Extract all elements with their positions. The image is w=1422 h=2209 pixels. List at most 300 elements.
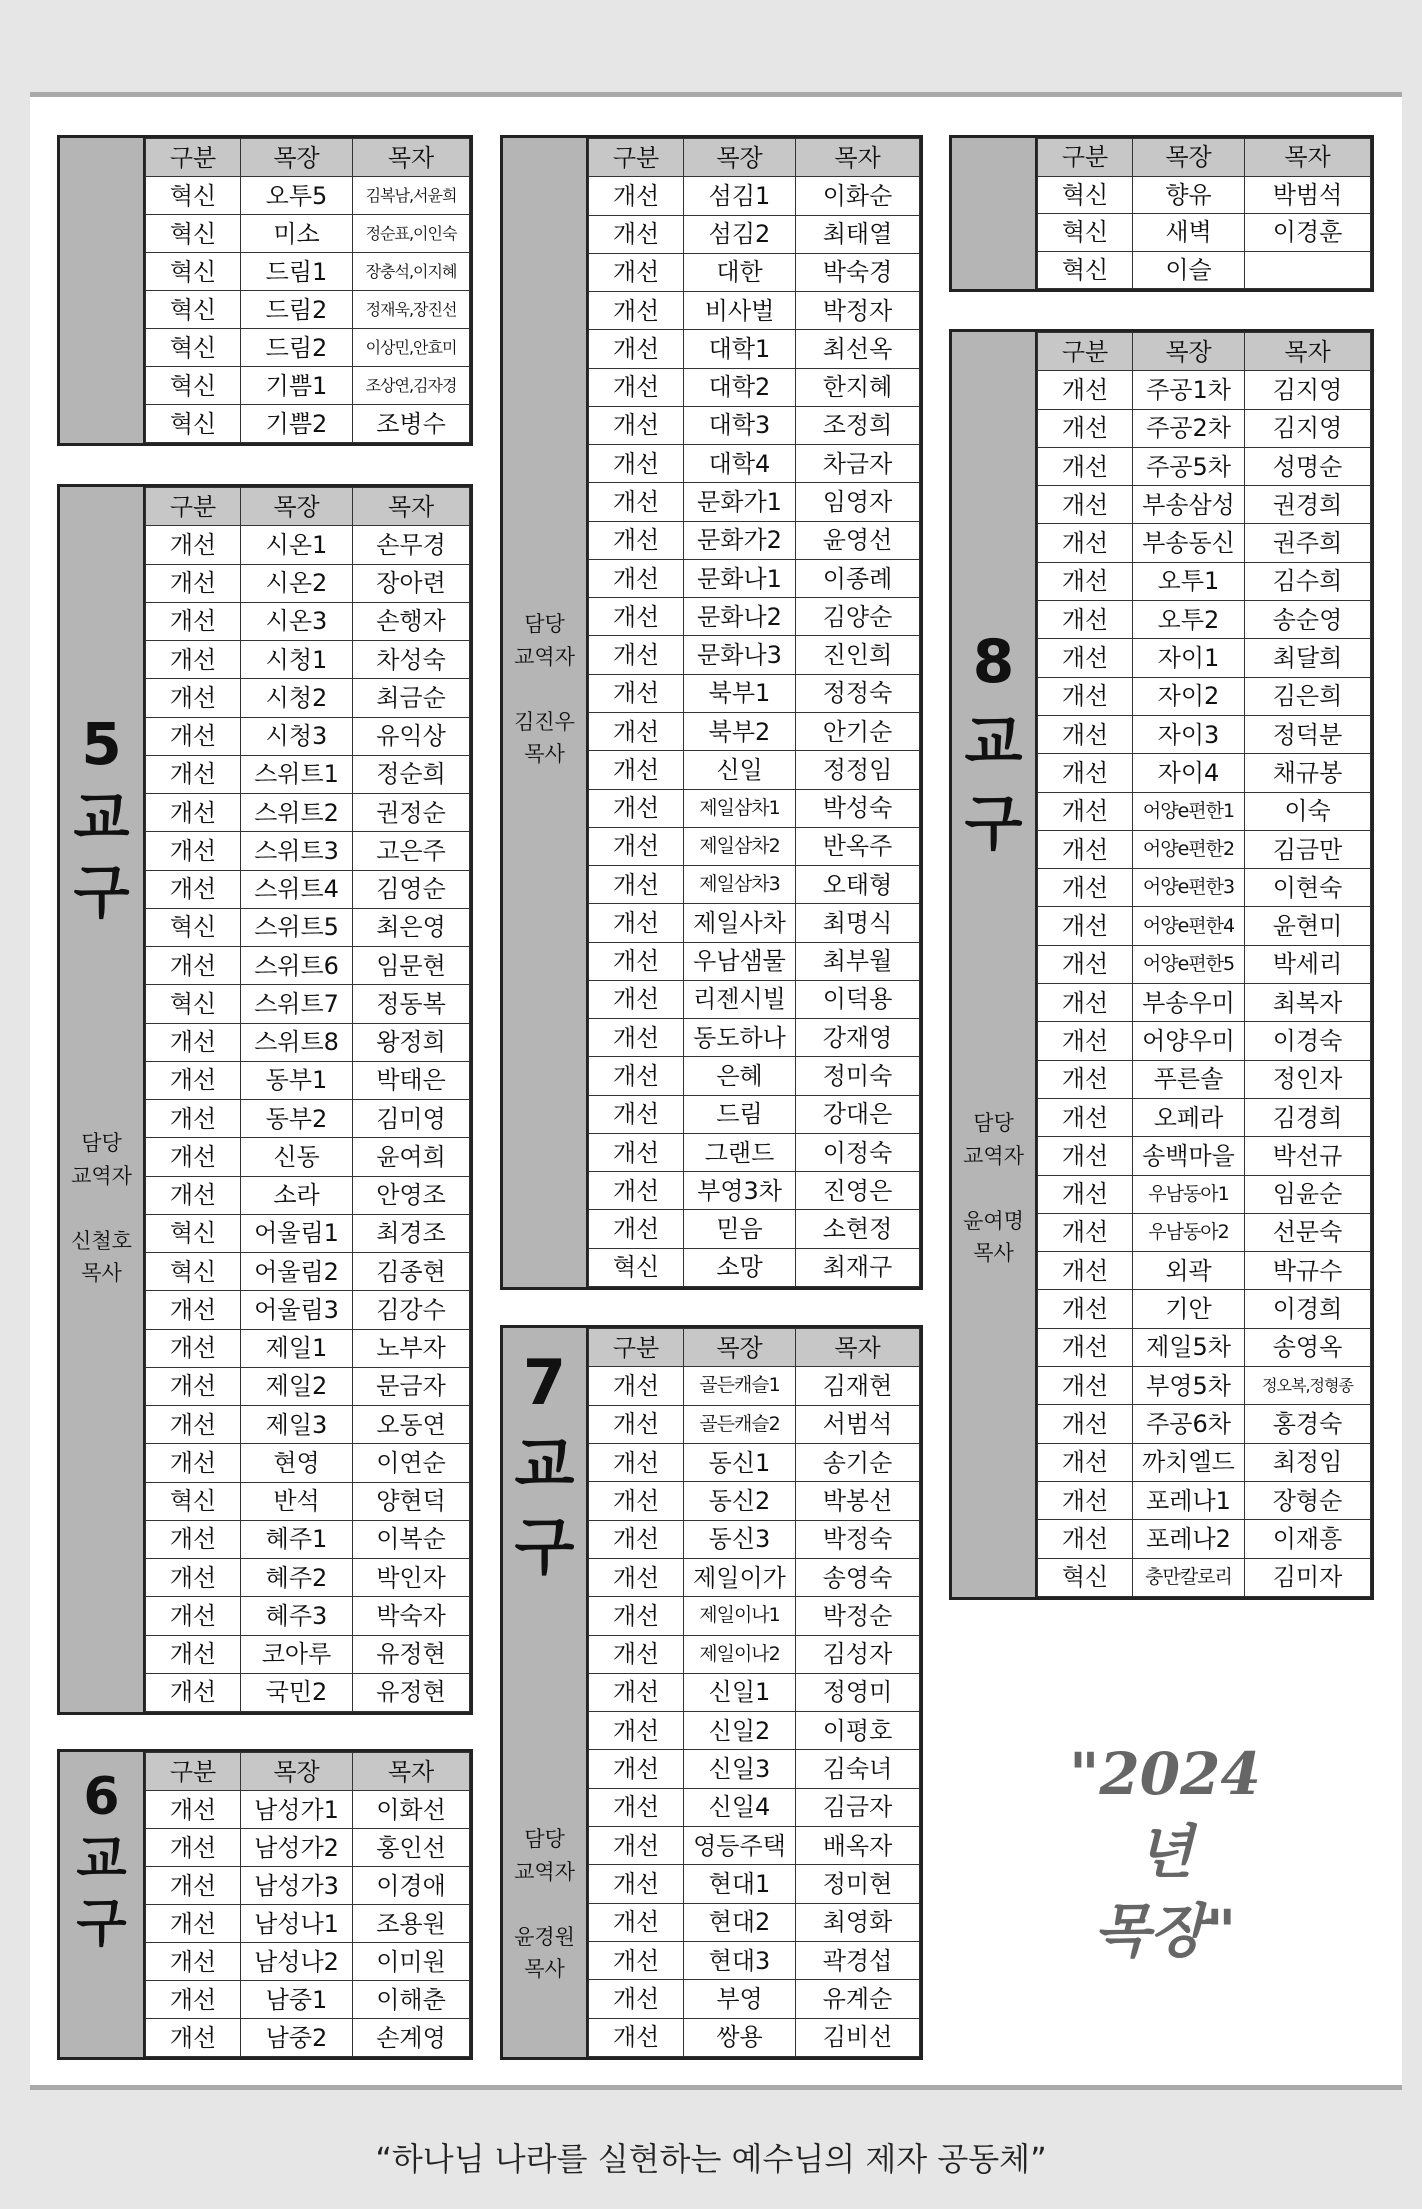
category-cell: 개선 [1038,524,1133,562]
category-cell: 개선 [589,1367,684,1405]
group-cell: 까치엘드 [1133,1443,1245,1481]
column-header: 목장 [1133,333,1245,371]
leader-cell: 진인희 [796,636,920,674]
group-cell: 우남동아1 [1133,1175,1245,1213]
table-row [1038,371,1371,409]
table-row [146,291,470,329]
group-cell: 스위트6 [241,947,353,985]
table-district-7 [500,1325,923,2060]
leader-cell: 최복자 [1245,984,1371,1022]
table-row [589,674,920,712]
table-row [589,330,920,368]
column-header: 목장 [241,488,353,526]
leader-cell: 이경숙 [1245,1022,1371,1060]
group-cell: 시온3 [241,602,353,640]
column-header: 목자 [796,1329,920,1367]
category-cell: 개선 [589,2018,684,2056]
group-cell: 스위트5 [241,908,353,946]
leader-cell: 이화순 [796,177,920,215]
leader-cell: 김양순 [796,598,920,636]
table-row [1038,176,1371,214]
table-row [1038,907,1371,945]
group-cell: 부송우미 [1133,984,1245,1022]
category-cell: 개선 [146,1635,241,1673]
group-cell: 코아루 [241,1635,353,1673]
group-cell: 스위트2 [241,794,353,832]
leader-cell: 최달희 [1245,639,1371,677]
leader-cell: 차성숙 [353,641,470,679]
category-cell: 개선 [146,1138,241,1176]
leader-cell: 박정숙 [796,1520,920,1558]
table-row [146,1100,470,1138]
category-cell: 개선 [146,755,241,793]
table-row [589,559,920,597]
table-row [1038,447,1371,485]
group-cell: 어울림1 [241,1214,353,1252]
category-cell: 혁신 [146,367,241,405]
roster-table [588,138,920,1287]
category-cell: 개선 [1038,1443,1133,1481]
category-cell: 혁신 [1038,251,1133,289]
category-cell: 개선 [589,712,684,750]
table-row [1038,1290,1371,1328]
table-row [589,368,920,406]
table-row [589,292,920,330]
table-row [146,1329,470,1367]
group-cell: 제일삼차2 [684,827,796,865]
leader-cell: 김금만 [1245,830,1371,868]
group-cell: 부영 [684,1980,796,2018]
category-cell: 개선 [589,1827,684,1865]
table-5-top [57,135,473,446]
leader-cell: 채규봉 [1245,754,1371,792]
leader-cell: 임영자 [796,483,920,521]
table-row [146,526,470,564]
table-row [589,942,920,980]
table-row [1038,1443,1371,1481]
leader-cell: 김지영 [1245,371,1371,409]
column-header: 구분 [1038,333,1133,371]
table-row [146,1791,470,1829]
category-cell: 개선 [146,564,241,602]
leader-cell: 안영조 [353,1176,470,1214]
group-cell: 동부1 [241,1061,353,1099]
group-cell: 어울림2 [241,1253,353,1291]
leader-cell: 유익상 [353,717,470,755]
group-cell: 신일4 [684,1788,796,1826]
group-cell: 영등주택 [684,1827,796,1865]
leader-cell: 이경훈 [1245,214,1371,252]
group-cell: 자이2 [1133,677,1245,715]
leader-cell: 이복순 [353,1520,470,1558]
table-row [1038,792,1371,830]
table-row [589,980,920,1018]
group-cell: 어양e편한3 [1133,869,1245,907]
leader-cell: 김금자 [796,1788,920,1826]
group-cell: 미소 [241,215,353,253]
table-8-top [949,135,1374,292]
table-district-5 [57,484,473,1715]
table-row [146,679,470,717]
table-row [146,1023,470,1061]
leader-cell: 김경희 [1245,1098,1371,1136]
table-row [146,1673,470,1711]
category-cell: 혁신 [146,908,241,946]
table-row [146,2019,470,2057]
group-cell: 현대2 [684,1903,796,1941]
table-row [146,1367,470,1405]
category-cell: 개선 [146,641,241,679]
group-cell: 오페라 [1133,1098,1245,1136]
motto: “하나님 나라를 실현하는 예수님의 제자 공동체” [375,2140,1047,2178]
leader-cell: 권정순 [353,794,470,832]
category-cell: 개선 [589,1057,684,1095]
group-cell: 주공5차 [1133,447,1245,485]
category-cell: 개선 [1038,1481,1133,1519]
leader-cell: 이평호 [796,1712,920,1750]
group-cell: 어양e편한2 [1133,830,1245,868]
category-cell: 개선 [589,1597,684,1635]
group-cell: 우남샘물 [684,942,796,980]
group-cell: 오투1 [1133,562,1245,600]
leader-cell: 권경희 [1245,486,1371,524]
group-cell: 포레나2 [1133,1520,1245,1558]
category-cell: 개선 [146,1943,241,1981]
category-cell: 개선 [1038,754,1133,792]
table-row [589,1827,920,1865]
leader-cell: 윤현미 [1245,907,1371,945]
column-header: 구분 [146,1753,241,1791]
table-row [146,1559,470,1597]
table-row [589,1865,920,1903]
column-header: 목자 [353,139,470,177]
group-cell: 드림2 [241,329,353,367]
leader-cell: 이상민,안효미 [353,329,470,367]
group-cell: 스위트7 [241,985,353,1023]
leader-cell: 조정희 [796,406,920,444]
category-cell: 개선 [146,602,241,640]
category-cell: 개선 [589,1558,684,1596]
leader-cell: 조병수 [353,405,470,443]
column-header: 구분 [589,139,684,177]
category-cell: 개선 [146,1100,241,1138]
group-cell: 주공6차 [1133,1405,1245,1443]
table-row [1038,715,1371,753]
pastor-label: 담당 교역자 신철호 목사 [71,1131,132,1286]
column-header: 목장 [684,1329,796,1367]
category-cell: 개선 [589,866,684,904]
group-cell: 스위트1 [241,755,353,793]
category-cell: 개선 [1038,1022,1133,1060]
table-row [146,1597,470,1635]
group-cell: 스위트3 [241,832,353,870]
leader-cell: 최재구 [796,1248,920,1286]
category-cell: 개선 [589,559,684,597]
table-row [146,1867,470,1905]
table-row [1038,1558,1371,1597]
leader-cell: 최영화 [796,1903,920,1941]
leader-cell: 김은희 [1245,677,1371,715]
table-middle [500,135,923,1290]
table-row [589,1558,920,1596]
leader-cell: 김재현 [796,1367,920,1405]
group-cell: 대학3 [684,406,796,444]
category-cell: 개선 [146,1367,241,1405]
table-row [1038,639,1371,677]
pastor-label: 담당 교역자 윤여명 목사 [963,1111,1024,1266]
table-row [146,564,470,602]
leader-cell: 안기순 [796,712,920,750]
category-cell: 개선 [146,2019,241,2057]
group-cell: 반석 [241,1482,353,1520]
table-row [146,908,470,946]
category-cell: 혁신 [146,253,241,291]
group-cell: 은혜 [684,1057,796,1095]
district-side-panel [952,138,1037,289]
leader-cell: 정인자 [1245,1060,1371,1098]
leader-cell: 박숙경 [796,253,920,291]
column-header: 구분 [1038,139,1133,177]
group-cell: 제일5차 [1133,1328,1245,1366]
leader-cell: 이경희 [1245,1290,1371,1328]
group-cell: 동신1 [684,1443,796,1481]
table-row [589,789,920,827]
table-row [146,985,470,1023]
category-cell: 개선 [1038,486,1133,524]
category-cell: 개선 [589,827,684,865]
table-row [1038,1481,1371,1519]
group-cell: 혜주3 [241,1597,353,1635]
table-row [146,1520,470,1558]
table-row [589,1520,920,1558]
group-cell: 동신3 [684,1520,796,1558]
leader-cell: 이경애 [353,1867,470,1905]
category-cell: 혁신 [146,405,241,443]
group-cell: 시청1 [241,641,353,679]
category-cell: 개선 [146,1981,241,2019]
column-header: 목자 [1245,139,1371,177]
table-row [146,177,470,215]
leader-cell: 이종례 [796,559,920,597]
group-cell: 혜주2 [241,1559,353,1597]
category-cell: 개선 [146,717,241,755]
header-row [1038,139,1371,177]
table-row [589,177,920,215]
category-cell: 개선 [1038,984,1133,1022]
group-cell: 드림 [684,1095,796,1133]
category-cell: 개선 [1038,601,1133,639]
leader-cell: 이미원 [353,1943,470,1981]
group-cell: 스위트8 [241,1023,353,1061]
leader-cell: 홍인선 [353,1829,470,1867]
leader-cell: 한지혜 [796,368,920,406]
header-row [146,1753,470,1791]
table-row [589,1172,920,1210]
table-row [146,947,470,985]
table-row [589,1367,920,1405]
leader-cell: 최금순 [353,679,470,717]
leader-cell: 송영숙 [796,1558,920,1596]
category-cell: 개선 [1038,1252,1133,1290]
group-cell: 외곽 [1133,1252,1245,1290]
leader-cell: 정재욱,장진선 [353,291,470,329]
group-cell: 향유 [1133,176,1245,214]
leader-cell: 윤여희 [353,1138,470,1176]
table-row [146,405,470,443]
category-cell: 개선 [146,870,241,908]
group-cell: 문화가2 [684,521,796,559]
group-cell: 섬김2 [684,215,796,253]
column-header: 목자 [353,1753,470,1791]
category-cell: 개선 [589,1788,684,1826]
table-row [1038,409,1371,447]
year-badge: "2024년 목장" [1069,1740,1261,1965]
category-cell: 개선 [1038,830,1133,868]
group-cell: 자이4 [1133,754,1245,792]
group-cell: 대학4 [684,445,796,483]
category-cell: 개선 [589,1712,684,1750]
leader-cell: 정미현 [796,1865,920,1903]
group-cell: 소망 [684,1248,796,1286]
leader-cell: 차금자 [796,445,920,483]
group-cell: 드림2 [241,291,353,329]
table-row [589,1750,920,1788]
group-cell: 골든캐슬2 [684,1405,796,1443]
district-label: 8 교 구 [964,627,1023,859]
category-cell: 개선 [589,445,684,483]
category-cell: 개선 [146,1329,241,1367]
category-cell: 개선 [1038,1520,1133,1558]
group-cell: 동부2 [241,1100,353,1138]
table-row [589,1712,920,1750]
leader-cell: 유정현 [353,1635,470,1673]
group-cell: 대학2 [684,368,796,406]
column-header: 목장 [684,139,796,177]
leader-cell: 이숙 [1245,792,1371,830]
category-cell: 개선 [589,751,684,789]
table-row [1038,984,1371,1022]
category-cell: 개선 [589,1980,684,2018]
leader-cell: 이덕용 [796,980,920,1018]
table-row [1038,1328,1371,1366]
leader-cell: 곽경섭 [796,1942,920,1980]
leader-cell: 김수희 [1245,562,1371,600]
leader-cell: 배옥자 [796,1827,920,1865]
group-cell: 리젠시빌 [684,980,796,1018]
group-cell: 남성가2 [241,1829,353,1867]
leader-cell: 김지영 [1245,409,1371,447]
category-cell: 개선 [589,177,684,215]
group-cell: 제일사차 [684,904,796,942]
leader-cell: 송기순 [796,1443,920,1481]
column-header: 목장 [1133,139,1245,177]
table-row [146,870,470,908]
leader-cell: 최선옥 [796,330,920,368]
group-cell: 북부2 [684,712,796,750]
leader-cell: 유계순 [796,1980,920,2018]
column-header: 구분 [589,1329,684,1367]
category-cell: 개선 [1038,715,1133,753]
group-cell: 어양e편한1 [1133,792,1245,830]
category-cell: 개선 [1038,1098,1133,1136]
category-cell: 개선 [589,1405,684,1443]
column-header: 목장 [241,139,353,177]
leader-cell: 정순표,이인숙 [353,215,470,253]
leader-cell: 정덕분 [1245,715,1371,753]
table-row [1038,251,1371,289]
leader-cell: 조상연,김자경 [353,367,470,405]
category-cell: 개선 [1038,409,1133,447]
group-cell: 남성가1 [241,1791,353,1829]
leader-cell: 김강수 [353,1291,470,1329]
table-row [589,445,920,483]
table-district-8 [949,329,1374,1600]
group-cell: 문화나1 [684,559,796,597]
leader-cell: 소현정 [796,1210,920,1248]
category-cell: 개선 [589,1520,684,1558]
leader-cell: 김숙녀 [796,1750,920,1788]
leader-cell: 정동복 [353,985,470,1023]
table-row [1038,1098,1371,1136]
group-cell: 우남동아2 [1133,1213,1245,1251]
table-row [1038,214,1371,252]
group-cell: 제일이나1 [684,1597,796,1635]
table-row [146,1905,470,1943]
leader-cell: 손무경 [353,526,470,564]
table-row [589,483,920,521]
table-row [589,827,920,865]
leader-cell: 박정순 [796,1597,920,1635]
category-cell: 개선 [589,1942,684,1980]
category-cell: 개선 [146,1061,241,1099]
category-cell: 개선 [1038,447,1133,485]
table-row [146,602,470,640]
group-cell: 부송동신 [1133,524,1245,562]
group-cell: 신일2 [684,1712,796,1750]
leader-cell: 왕정희 [353,1023,470,1061]
leader-cell: 강재영 [796,1019,920,1057]
category-cell: 혁신 [146,291,241,329]
roster-table [145,138,470,443]
leader-cell: 김미영 [353,1100,470,1138]
table-row [1038,830,1371,868]
category-cell: 혁신 [146,215,241,253]
district-side-panel [952,332,1037,1597]
category-cell: 혁신 [146,1482,241,1520]
category-cell: 개선 [146,1176,241,1214]
leader-cell: 고은주 [353,832,470,870]
district-side-panel [503,1328,588,2057]
table-row [1038,1175,1371,1213]
category-cell: 개선 [589,942,684,980]
roster-table [1037,332,1371,1597]
header-row [146,139,470,177]
leader-cell: 정정숙 [796,674,920,712]
table-district-6 [57,1749,473,2060]
group-cell: 오투2 [1133,601,1245,639]
table-row [146,717,470,755]
leader-cell: 장아련 [353,564,470,602]
table-row [589,636,920,674]
leader-cell: 최태열 [796,215,920,253]
table-row [146,1214,470,1252]
leader-cell: 박범석 [1245,176,1371,214]
group-cell: 골든캐슬1 [684,1367,796,1405]
pastor-label: 담당 교역자 윤경원 목사 [514,1827,575,1982]
table-row [589,521,920,559]
leader-cell: 최정임 [1245,1443,1371,1481]
table-row [146,1138,470,1176]
